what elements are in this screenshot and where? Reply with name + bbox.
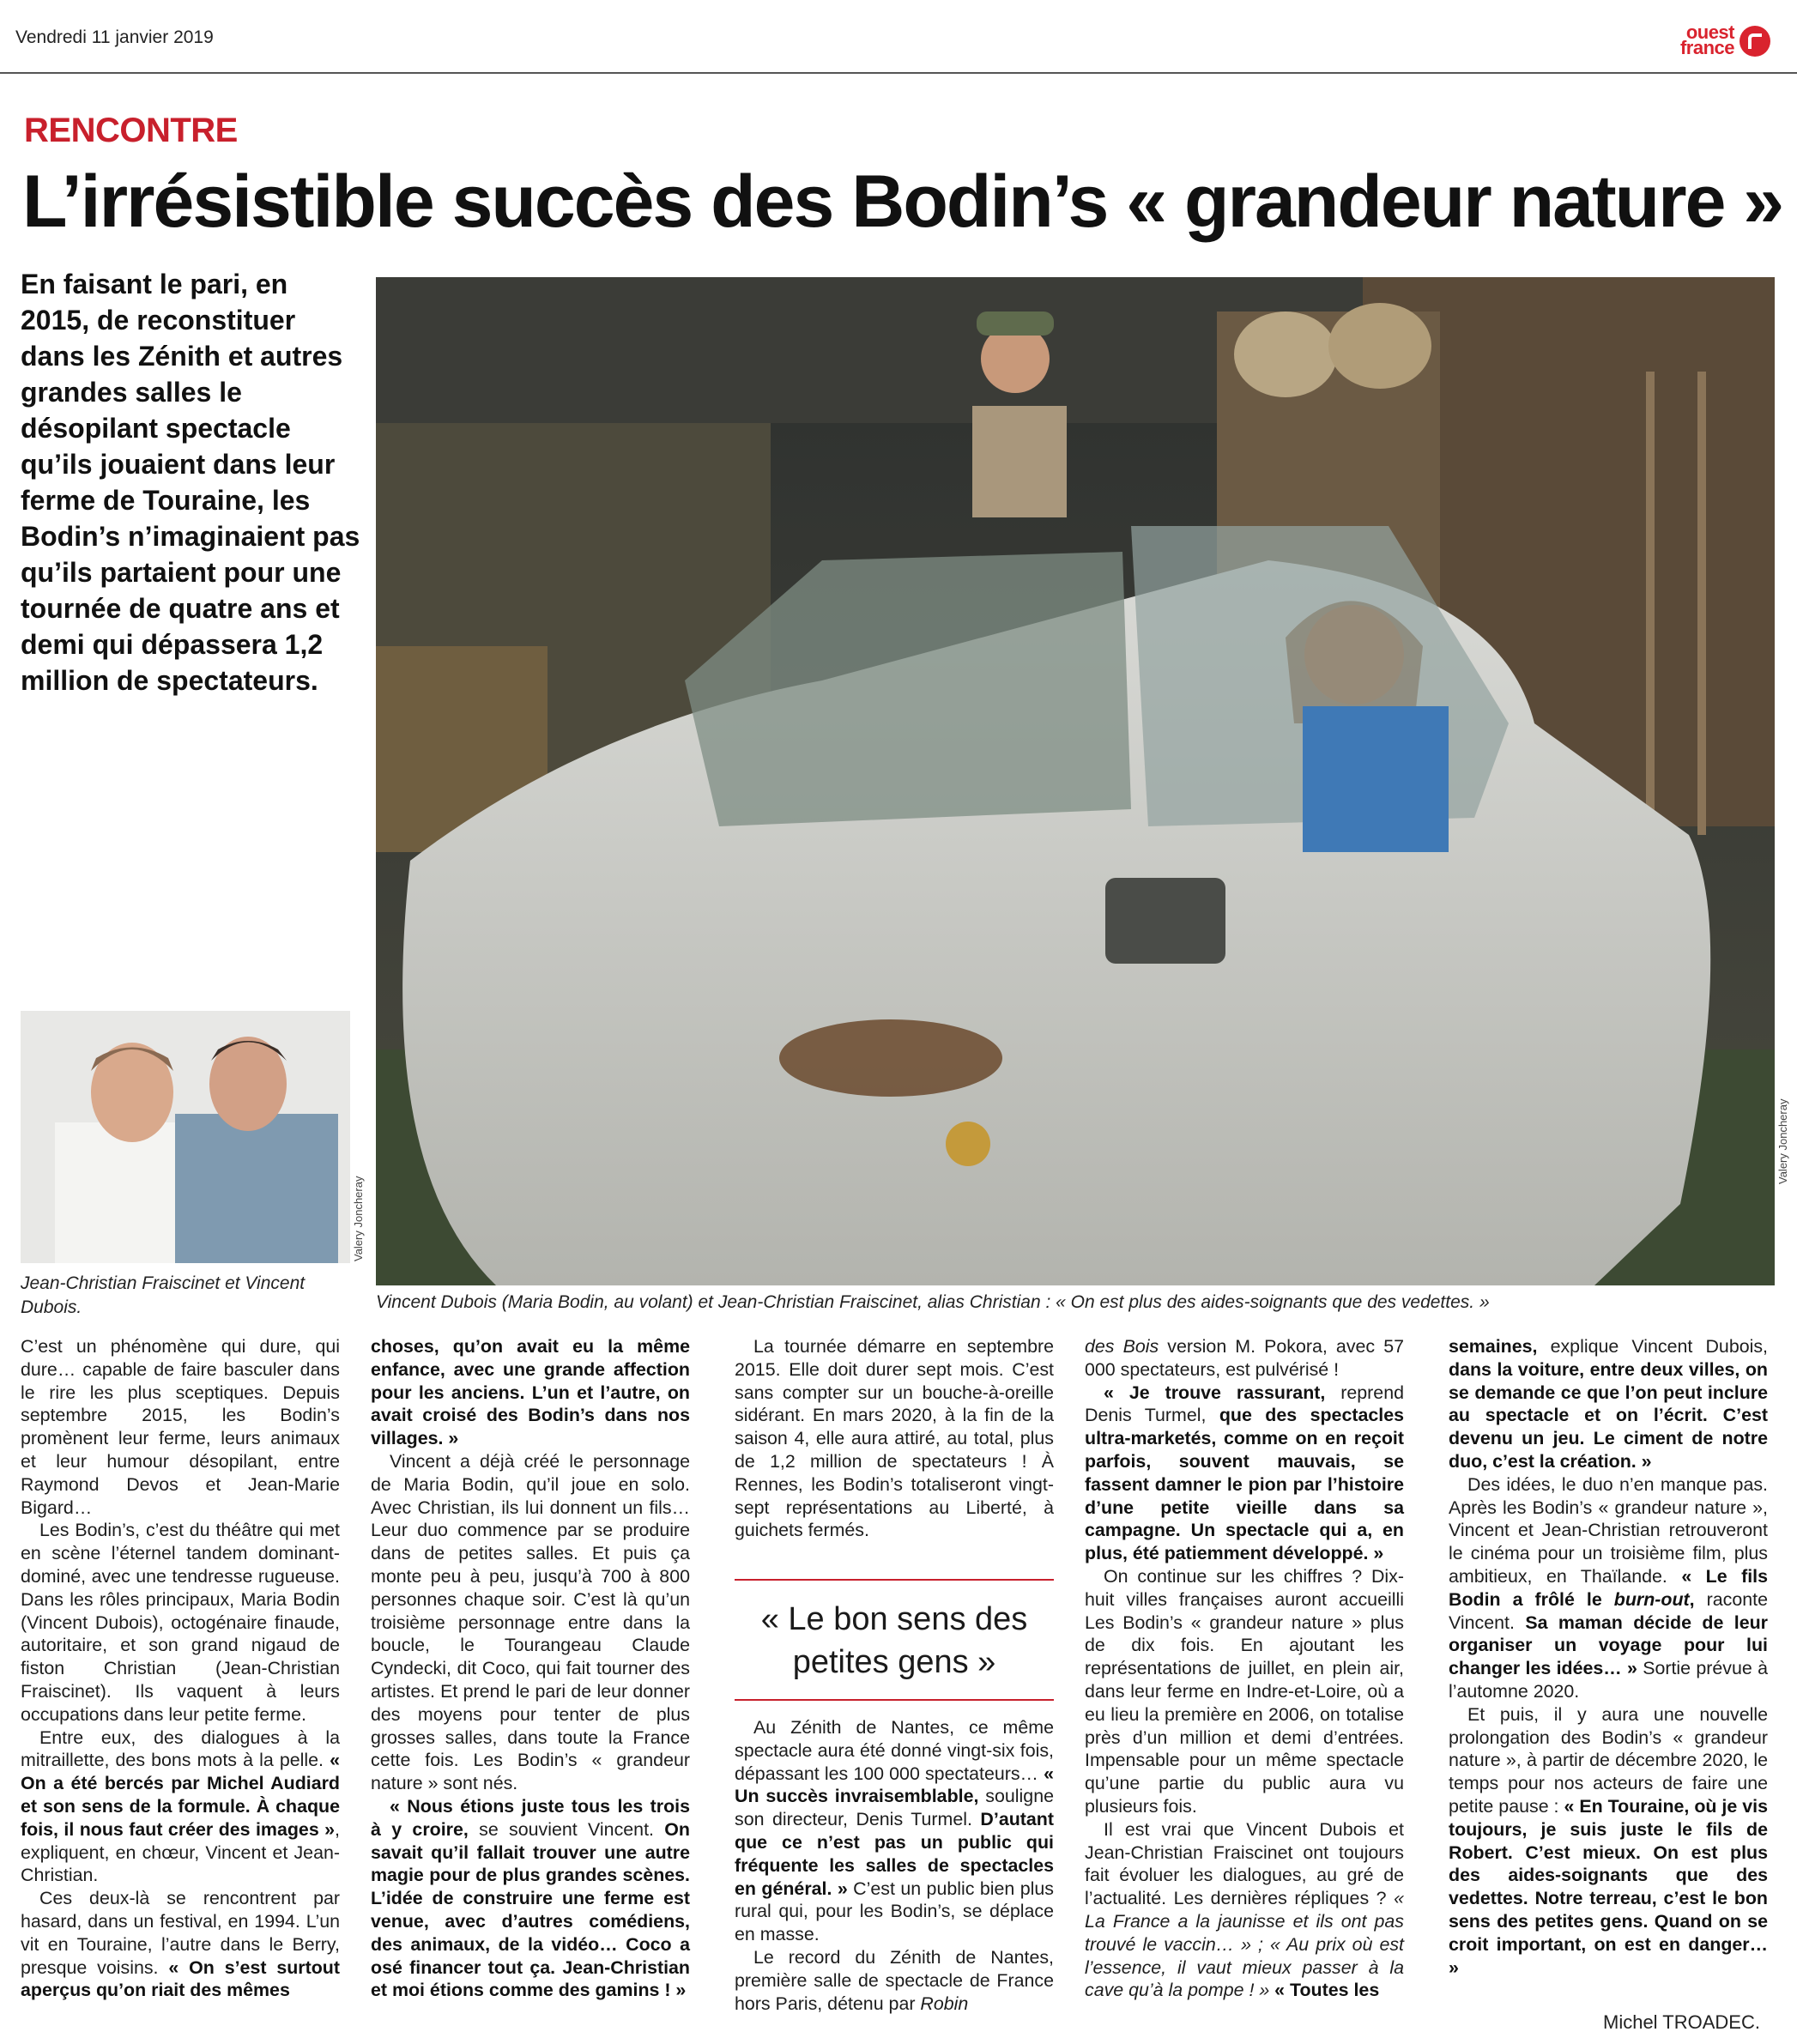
text-run: Ces deux-là se rencontrent par hasard, dans un festival, en 1994. L’un vit en Touraine, l’autre dans le Berry, presque voisins. (21, 1888, 340, 1978)
text-run: explique Vincent Dubois, (1537, 1336, 1768, 1357)
paragraph (21, 1727, 340, 1888)
text-run: Sortie prévue à l’automne 2020. (1449, 1658, 1768, 1702)
paragraph (1085, 1818, 1404, 2002)
text-run: se souvient Vincent. (468, 1818, 665, 1840)
author-signature: Michel TROADEC. (1603, 2011, 1760, 2033)
section-kicker: RENCONTRE (24, 112, 238, 149)
main-photo-caption: Vincent Dubois (Maria Bodin, au volant) et Jean-Christian Fraiscinet, alias Christian : « On est plus des aides-soignants que des vedettes. » (376, 1292, 1490, 1312)
text-run: C’est un public bien plus rural qui, pour les Bodin’s, se déplace en masse. (735, 1878, 1054, 1945)
paragraph: C’est un phénomène qui dure, qui dure… capable de faire basculer dans le rire les plus sceptiques. Depuis septembre 2015, les Bodin’s promènent leur ferme, leurs animaux et leur humour désopilant, entre Raymond Devos et Jean-Marie Bigard… (21, 1336, 340, 1518)
paragraph (371, 1335, 690, 1450)
title-italic: Robin (920, 1993, 969, 2014)
text-run: raconte Vincent. (1449, 1588, 1768, 1633)
quote-bold: « Toutes les (1269, 1980, 1380, 2001)
duo-portrait-photo (21, 1011, 350, 1263)
quote-bold: « On a été bercés par Michel Audiard et son sens de la formule. À chaque fois, il nous faut créer des images » (21, 1750, 340, 1840)
text-run: , expliquent, en chœur, Vincent et Jean-Christian. (21, 1818, 340, 1886)
text-run: Et puis, il y aura une nouvelle prolongation des Bodin’s « grandeur nature », à partir de décembre 2020, le temps pour nos acteurs de faire une petite pause : (1449, 1703, 1768, 1817)
paragraph (735, 1716, 1054, 1946)
quote-bold: que des spectacles ultra-marketés, comme on en reçoit parfois, souvent mauvais, se fassent damner le pion par l’histoire d’une petite vieille dans sa campagne. Un spectacle qui a, en plus, été patiemment développé. » (1085, 1405, 1405, 1564)
pull-quote (735, 1579, 1054, 1701)
duo-portrait-illustration (21, 1011, 350, 1263)
quote-bold: « Je trouve rassurant, (1104, 1382, 1326, 1403)
main-photo-credit: Valery Joncheray (1776, 1098, 1789, 1184)
text-run: Entre eux, des dialogues à la mitraillette, des bons mots à la pelle. (21, 1727, 340, 1771)
paragraph (1449, 1473, 1768, 1703)
quote-bold: « Un succès invraisemblable, (735, 1763, 1054, 1807)
small-photo-caption: Jean-Christian Fraiscinet et Vincent Dubois. (21, 1273, 306, 1317)
quote-bold: « Nous étions juste tous les trois à y croire, (371, 1795, 690, 1840)
quote-bold: On savait qu’il fallait trouver une autre magie pour de plus grandes scènes. L’idée de construire une ferme est venue, avec d’autres comédiens, des animaux, de la vidéo… Coco a osé financer tout ça. Jean-Christian et moi étions comme des gamins ! » (371, 1818, 690, 2001)
quote-bold: Sa maman décide de leur organiser un voyage pour lui changer les idées… » (1449, 1612, 1768, 1679)
paragraph (1085, 1335, 1404, 1382)
quote-bold: « On s’est surtout aperçus qu’on riait des mêmes (21, 1956, 340, 2001)
body-column-3-continued (735, 1716, 1054, 2015)
quote-bold: dans la voiture, entre deux villes, on se demande ce que l’on peut inclure au spectacle et on l’écrit. C’est devenu un jeu. Le ciment de notre duo, c’est la création. » (1449, 1358, 1768, 1472)
paragraph: Vincent a déjà créé le personnage de Maria Bodin, qu’il joue en solo. Avec Christian, ils lui donnent un fils… Leur duo commence par se produire dans de petites salles. Et puis ça monte peu à peu, jusqu’à 700 à 800 personnes chaque soir. C’est là qu’un troisième personnage entre dans la boucle, le Tourangeau Claude Cyndecki, dit Coco, qui fait tourner des artistes. Et prend le pari de leur donner des moyens pour tenter de plus grosses salles, dans toute la France cette fois. Les Bodin’s « grandeur nature » sont nés. (371, 1450, 690, 1794)
body-column-2 (371, 1335, 690, 2002)
paragraph (1085, 1382, 1404, 1565)
small-photo-credit: Valery Joncheray (352, 1176, 365, 1261)
text-run: Au Zénith de Nantes, ce même spectacle aura été donné vingt-six fois, dépassant les 100 000 spectateurs… (735, 1717, 1054, 1784)
text-run: Le record du Zénith de Nantes, première salle de spectacle de France hors Paris, détenu par (735, 1946, 1054, 2014)
paragraph (21, 1887, 340, 2002)
paragraph (735, 1946, 1054, 2015)
header-rule (0, 72, 1797, 74)
paragraph (1449, 1335, 1768, 1473)
text-run: Il est vrai que Vincent Dubois et Jean-Christian Fraiscinet ont toujours fait évoluer les dialogues, au gré de l’actualité. Les dernières répliques ? (1085, 1818, 1404, 1909)
logo-word-france: france (1679, 37, 1734, 58)
term-italic: burn-out (1613, 1588, 1690, 1610)
text-run: « Le fils Bodin a frôlé le (1449, 1565, 1768, 1610)
body-column-5 (1449, 1335, 1768, 1979)
quote-bold: choses, qu’on avait eu la même enfance, avec une grande affection pour les anciens. L’un et l’autre, on avait croisé des Bodin’s dans nos villages. » (371, 1336, 690, 1449)
quote-bold: « En Touraine, où je vis toujours, je suis juste le fils de Robert. C’est mieux. On est plus des aides-soignants que des vedettes. Notre terreau, c’est le bon sens des petites gens. Quand on se croit important, on est en danger… » (1449, 1795, 1768, 1978)
publication-date: Vendredi 11 janvier 2019 (15, 27, 214, 47)
car-scene-illustration (376, 277, 1775, 1285)
body-column-1 (21, 1335, 340, 2002)
paragraph: On continue sur les chiffres ? Dix-huit villes françaises auront accueilli Les Bodin’s « grandeur nature » plus de dix fois. En ajoutant les représentations de juillet, en plein air, dans leur ferme en Indre-et-Loire, où a eu lieu la première en 2006, on totalise près d’un million et demi d’entrées. Impensable pour un même spectacle qu’une partie du public aura vu plusieurs fois. (1085, 1565, 1404, 1817)
quote-italic: « La France a la jaunisse et ils ont pas trouvé le vaccin… » ; « Au prix où est l’essence, il vaut mieux passer à la cave qu’à la pompe ! » (1085, 1888, 1404, 2001)
body-column-3 (735, 1335, 1054, 1542)
pull-quote-text: « Le bon sens des petites gens » (760, 1601, 1028, 1680)
quote-bold: D’autant que ce n’est pas un public qui fréquente les salles de spectacles en général. » (735, 1809, 1054, 1899)
body-column-4 (1085, 1335, 1404, 2002)
logo-word-ouest: ouest (1685, 21, 1734, 43)
quote-bold: semaines, (1449, 1336, 1538, 1357)
text-run: , (1689, 1588, 1695, 1610)
main-photo (376, 277, 1775, 1285)
paragraph (1449, 1703, 1768, 1980)
chapeau-lead: En faisant le pari, en 2015, de reconstituer dans les Zénith et autres grandes salles le désopilant spectacle qu’ils jouaient dans leur ferme de Touraine, les Bodin’s n’imaginaient pas qu’ils partaient pour une tournée de quatre ans et demi qui dépassera 1,2 million de spectateurs. (21, 269, 360, 696)
text-run: version M. Pokora, avec 57 000 spectateurs, est pulvérisé ! (1085, 1336, 1404, 1380)
paragraph (371, 1795, 690, 2002)
ouest-france-logo[interactable] (1678, 22, 1774, 58)
text-run: Des idées, le duo n’en manque pas. Après les Bodin’s « grandeur nature », Vincent et Jean-Christian retrouveront le cinéma pour un troisième film, plus ambitieux, en Thaïlande. (1449, 1473, 1768, 1587)
headline: L’irrésistible succès des Bodin’s « grandeur nature » (22, 160, 1783, 243)
title-italic: des Bois (1085, 1336, 1159, 1357)
text-run: reprend Denis Turmel, (1085, 1382, 1404, 1426)
paragraph: La tournée démarre en septembre 2015. Elle doit durer sept mois. C’est sans compter sur un bouche-à-oreille sidérant. En mars 2020, à la fin de la saison 4, elle aura attiré, au total, plus de 1,2 million de spectateurs ! À Rennes, les Bodin’s totaliseront vingt-sept représentations au Liberté, à guichets fermés. (735, 1336, 1054, 1541)
text-run: souligne son directeur, Denis Turmel. (735, 1786, 1054, 1830)
logo-badge-icon (1740, 26, 1770, 57)
paragraph: Les Bodin’s, c’est du théâtre qui met en scène l’éternel tandem dominant-dominé, avec une tendresse rugueuse. Dans les rôles principaux, Maria Bodin (Vincent Dubois), octogénaire finaude, autoritaire, et son grand nigaud de fiston Christian (Jean-Christian Fraiscinet). Ils vaquent à leurs occupations dans leur petite ferme. (21, 1520, 340, 1725)
